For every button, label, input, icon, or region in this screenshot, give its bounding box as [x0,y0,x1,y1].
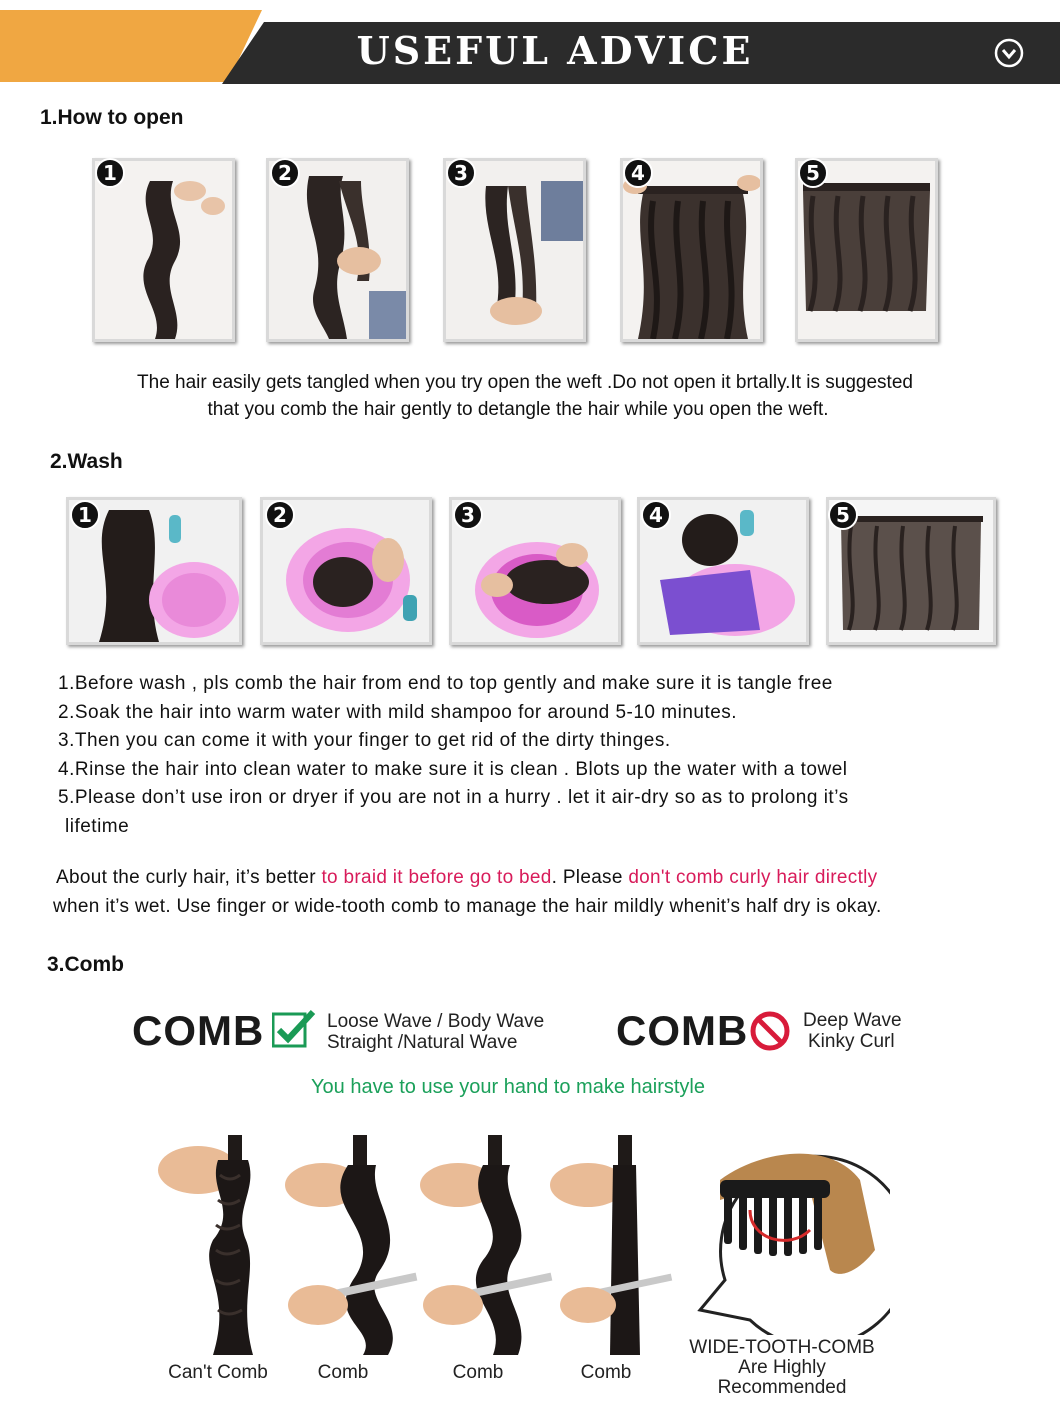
step-number-badge: 5 [828,500,858,530]
section-title-comb: 3.Comb [47,953,125,976]
bundle-label: Comb [580,1362,632,1383]
comb-ok-types-line-2: Straight /Natural Wave [327,1032,518,1053]
recommend-line: Are Highly [738,1357,826,1378]
step-number-badge: 2 [270,158,300,188]
recommend-line: Recommended [717,1377,847,1398]
curly-note-highlight: to braid it before go to bed [321,867,552,888]
curly-note-text: . Please [551,867,629,888]
hand-style-note: You have to use your hand to make hairstyle [311,1076,705,1098]
wide-tooth-comb-illustration [690,1120,890,1335]
wash-instruction-item: 1.Before wash , pls comb the hair from end to top gently and make sure it is tangle free [58,673,833,694]
how-to-open-text-line-2: that you comb the hair gently to detangle the hair while you open the weft. [207,399,829,420]
curly-note-line-2: when it’s wet. Use finger or wide-tooth comb to manage the hair mildly whenit’s half dry is okay. [53,896,882,917]
recommend-line: WIDE-TOOTH-COMB [689,1337,875,1358]
curly-note-text: About the curly hair, it’s better [56,867,322,888]
wash-instruction-item: 3.Then you can come it with your finger to get rid of the dirty thinges. [58,730,671,751]
comb-ok-types-line-1: Loose Wave / Body Wave [327,1011,545,1032]
bundle-label: Comb [452,1362,504,1383]
comb-ok-label: COMB [132,1007,265,1054]
curly-note-line-1 [56,865,877,891]
wide-tooth-comb-recommendation [672,1338,892,1398]
prohibited-icon [749,1010,791,1052]
step-number-badge: 2 [265,500,295,530]
section-title-how-to-open: 1.How to open [40,106,184,129]
step-number-badge: 4 [641,500,671,530]
bundle-label: Can't Comb [168,1362,268,1383]
step-number-badge: 3 [446,158,476,188]
section-title-wash: 2.Wash [50,450,123,473]
wash-instruction-item: 2.Soak the hair into warm water with mild shampoo for around 5-10 minutes. [58,701,738,723]
bundle-label: Comb [317,1362,369,1383]
comb-no-label: COMB [616,1007,749,1054]
wash-instruction-item: 5.Please don’t use iron or dryer if you are not in a hurry . let it air-dry so as to prolong it’s [58,787,849,808]
comb-no-types-line-1: Deep Wave [803,1010,902,1031]
hair-bundles-illustration [158,1130,678,1355]
step-number-badge: 4 [623,158,653,188]
page-title: USEFUL ADVICE [356,28,754,73]
header-accent-stripe [0,10,262,82]
wash-instruction-item: 4.Rinse the hair into clean water to make sure it is clean . Blots up the water with a towel [58,758,848,780]
wash-instruction-item: lifetime [65,815,130,837]
step-number-badge: 1 [70,500,100,530]
comb-no-types-line-2: Kinky Curl [808,1031,895,1052]
wash-instructions-list [58,670,1018,841]
curly-note-highlight: don't comb curly hair directly [628,867,878,888]
how-to-open-text-line-1: The hair easily gets tangled when you try open the weft .Do not open it brtally.It is suggested [137,372,913,393]
step-number-badge: 3 [453,500,483,530]
checkmark-icon [272,1008,316,1048]
chevron-down-circle-icon[interactable] [994,38,1024,68]
step-number-badge: 5 [798,158,828,188]
step-number-badge: 1 [95,158,125,188]
